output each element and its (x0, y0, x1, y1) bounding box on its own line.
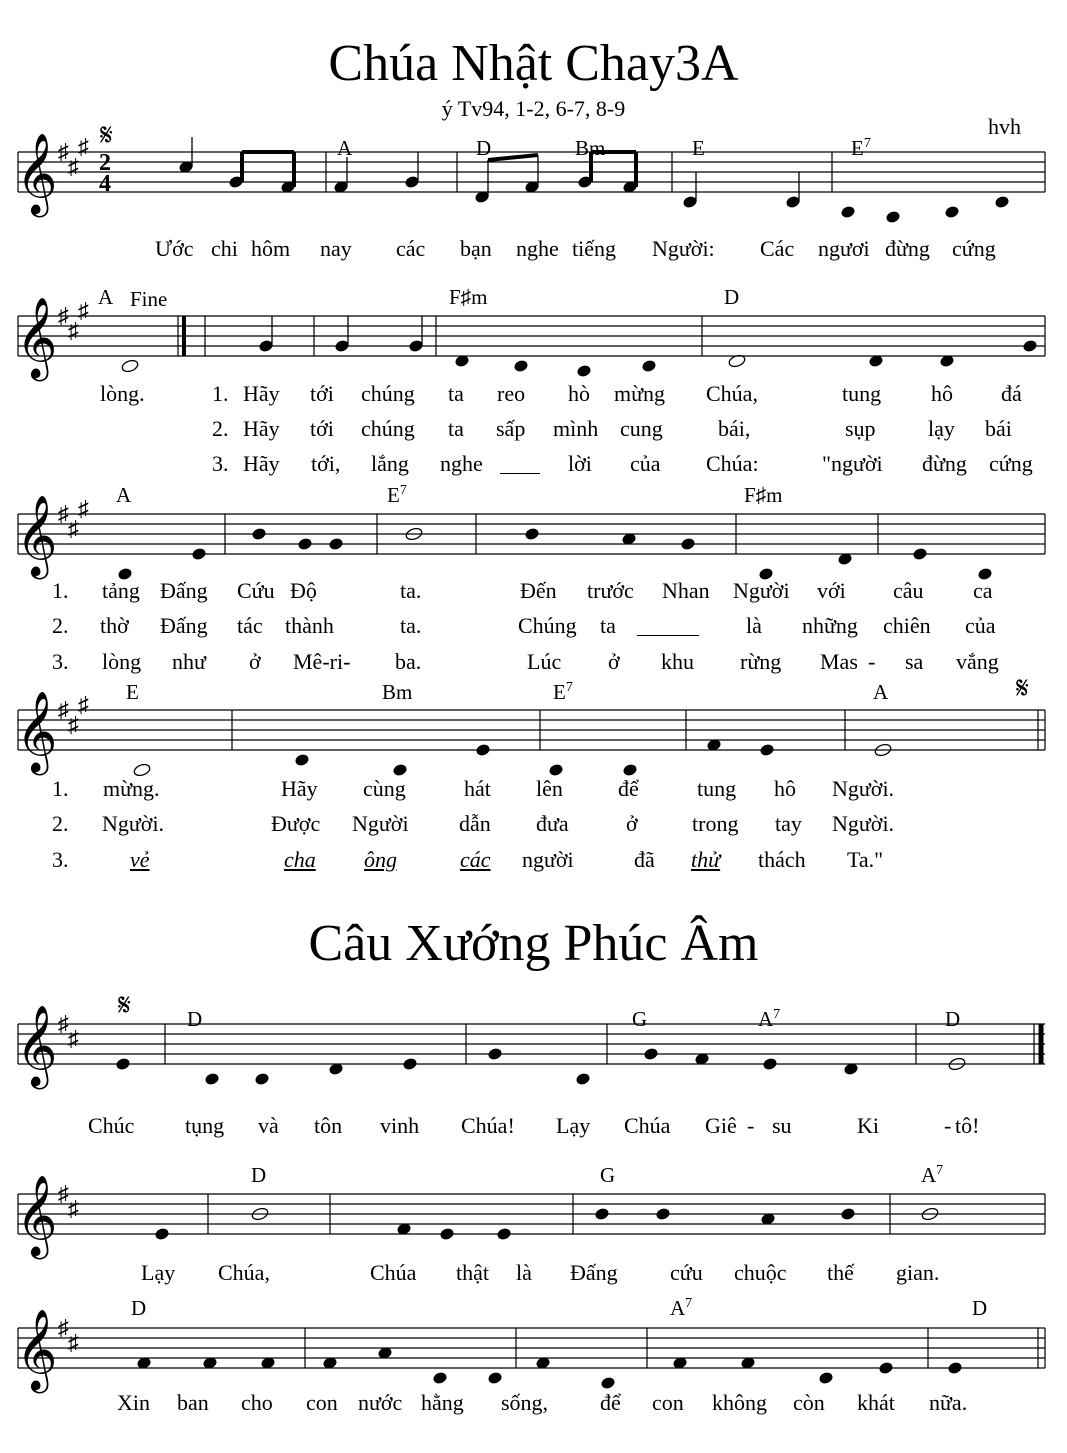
lyric-word: khu (661, 649, 694, 674)
lyric-word: ba. (395, 649, 422, 674)
lyric-word: hò (568, 381, 590, 406)
lyric-word: Hãy (281, 776, 318, 801)
lyric-word: Hãy (243, 416, 280, 441)
lyric-word: là (516, 1260, 532, 1285)
fine-label: Fine (130, 287, 168, 311)
lyric-word: đưa (536, 811, 569, 836)
lyric-word: ta (448, 416, 464, 441)
svg-text:♯: ♯ (68, 1330, 79, 1355)
chord-label: D (131, 1296, 147, 1320)
lyric-word: nghe (440, 451, 483, 476)
chord-label: $A^7$ (670, 1296, 693, 1320)
lyric-word: sụp (845, 416, 876, 441)
svg-text:♯: ♯ (68, 154, 79, 179)
lyric-word: Chúa: (706, 451, 759, 476)
lyric-word: ta (448, 381, 464, 406)
lyric-line (0, 1113, 1067, 1143)
lyric-word: Ước (155, 236, 194, 261)
treble-clef-icon: 𝄞 (16, 694, 58, 771)
lyric-word: reo (497, 381, 526, 406)
lyric-word: lời (568, 451, 592, 476)
lyric-word: thách (758, 847, 806, 872)
verse-number: 1. (212, 381, 229, 406)
lyric-word: chiên (883, 613, 931, 638)
segno-icon: 𝄋 (118, 989, 131, 1022)
chord-label: D (476, 136, 492, 160)
lyric-word: Chúc (88, 1113, 135, 1138)
lyric-word: ngươi (818, 236, 870, 261)
lyric-word: Đến (520, 578, 557, 603)
lyric-word: ở (608, 649, 620, 674)
lyric-word: - (747, 1113, 755, 1138)
chord-label: A (116, 483, 132, 507)
song1-subtitle: ý Tv94, 1-2, 6-7, 8-9 (441, 96, 626, 121)
lyric-word: cùng (363, 776, 406, 801)
lyric-word: ở (626, 811, 638, 836)
lyric-word: tảng (102, 578, 140, 603)
lyric-word: ở (249, 649, 261, 674)
lyric-word: chúng (361, 416, 415, 441)
lyric-word: cho (241, 1390, 273, 1415)
svg-text:♯: ♯ (58, 1181, 69, 1206)
lyric-word: mừng. (103, 776, 160, 801)
lyric-line (0, 613, 1067, 643)
lyric-word: mừng (614, 381, 666, 406)
lyric-word: nữa. (929, 1390, 968, 1415)
lyric-word: dẫn (459, 811, 491, 836)
chord-label: Bm (575, 136, 606, 160)
lyric-word: các (460, 847, 491, 872)
lyric-word: gian. (896, 1260, 940, 1285)
chord-label: $A^7$ (758, 1007, 781, 1031)
lyric-word: Người. (102, 811, 165, 836)
lyric-word: tung (842, 381, 882, 406)
chord-label: $E^7$ (553, 680, 573, 704)
svg-text:♯: ♯ (78, 298, 89, 323)
verse-number: 2. (52, 613, 69, 638)
lyric-word: tô! (955, 1113, 980, 1138)
lyric-word: ta. (400, 578, 422, 603)
lyric-word: để (618, 776, 639, 801)
lyric-extender (637, 635, 699, 636)
chord-label: Bm (382, 680, 413, 704)
lyric-word: Chúa (624, 1113, 671, 1138)
lyric-word: tay (775, 811, 802, 836)
lyric-line (0, 1260, 1067, 1290)
song1-title: Chúa Nhật Chay3A (328, 35, 739, 92)
verse-number: 3. (52, 649, 69, 674)
lyric-word: Ki (857, 1113, 879, 1138)
lyric-word: Người. (832, 811, 895, 836)
lyric-word: chúng (361, 381, 415, 406)
chord-label: E (126, 680, 139, 704)
lyric-word: ta (600, 613, 616, 638)
lyric-word: lạy (928, 416, 955, 441)
verse-number: 3. (52, 847, 69, 872)
lyric-line (0, 416, 1067, 446)
lyric-word: tới, (311, 451, 341, 476)
lyric-word: sa (905, 649, 924, 674)
svg-text:♯: ♯ (78, 134, 89, 159)
lyric-line (0, 649, 1067, 679)
svg-text:♯: ♯ (68, 318, 79, 343)
lyric-word: khát (857, 1390, 895, 1415)
lyric-word: ông (364, 847, 397, 872)
lyric-word: nước (358, 1390, 403, 1415)
lyric-word: thờ (100, 613, 129, 638)
lyric-word: tới (310, 381, 334, 406)
chord-label: E (692, 136, 705, 160)
lyric-word: đá (1001, 381, 1022, 406)
lyric-word: cứng (989, 451, 1033, 476)
lyric-word: thật (456, 1260, 489, 1285)
treble-clef-icon: 𝄞 (16, 300, 58, 377)
chord-label: D (945, 1007, 961, 1031)
lyric-word: Người (733, 578, 790, 603)
lyric-word: nghe (516, 236, 559, 261)
chord-label: A (98, 285, 114, 309)
lyric-word: Đấng (160, 613, 208, 638)
time-sig-bottom: 4 (99, 171, 111, 197)
lyric-word: Mê-ri- (293, 649, 351, 674)
chord-label: $A^7$ (921, 1163, 944, 1187)
lyric-word: Chúng (518, 613, 577, 638)
lyric-word: Các (760, 236, 795, 261)
chord-label: $E^7$ (851, 136, 871, 160)
lyric-line (0, 1390, 1067, 1420)
lyric-word: tới (310, 416, 334, 441)
chord-label: D (187, 1007, 203, 1031)
lyric-line (0, 236, 1067, 266)
lyric-word: hát (464, 776, 491, 801)
lyric-line (0, 451, 1067, 481)
lyric-word: tôn (314, 1113, 343, 1138)
lyric-word: bái, (718, 416, 751, 441)
lyric-word: Ta." (847, 847, 884, 872)
lyric-word: chi (211, 236, 238, 261)
lyric-word: mình (553, 416, 599, 441)
chord-label: D (972, 1296, 988, 1320)
composer: hvh (988, 114, 1021, 139)
lyric-word: đừng (885, 236, 930, 261)
chord-label: A (337, 136, 353, 160)
lyric-word: Xin (117, 1390, 150, 1415)
lyric-word: Độ (290, 578, 317, 603)
lyric-word: lòng. (100, 381, 145, 406)
verse-number: 2. (212, 416, 229, 441)
lyric-word: câu (893, 578, 924, 603)
lyric-word: - (944, 1113, 952, 1138)
lyric-word: Cứu (237, 578, 275, 603)
chord-label: D (251, 1163, 267, 1187)
lyric-word: Chúa (370, 1260, 417, 1285)
lyric-word: con (652, 1390, 684, 1415)
lyric-word: Nhan (662, 578, 710, 603)
lyric-word: tung (697, 776, 737, 801)
staff-lines (18, 152, 1045, 1368)
lyric-word: "người (822, 451, 883, 476)
lyric-word: vinh (380, 1113, 420, 1138)
lyric-word: lên (536, 776, 563, 801)
song2-title: Câu Xướng Phúc Âm (308, 915, 759, 972)
lyric-line (0, 847, 1067, 877)
treble-clef-icon: 𝄞 (16, 1312, 58, 1389)
svg-text:♯: ♯ (58, 501, 69, 526)
lyric-word: Người (352, 811, 409, 836)
lyric-word: cha (284, 847, 316, 872)
chord-label: G (632, 1007, 648, 1031)
lyric-word: cung (620, 416, 663, 441)
svg-text:♯: ♯ (68, 516, 79, 541)
lyric-word: chuộc (734, 1260, 787, 1285)
lyric-word: hô (931, 381, 953, 406)
lyric-word: sống, (501, 1390, 549, 1415)
lyric-word: Người. (832, 776, 895, 801)
lyric-line (0, 776, 1067, 806)
lyric-word: thế (827, 1260, 854, 1285)
lyric-word: Chúa, (706, 381, 758, 406)
chord-label: A (873, 680, 889, 704)
lyric-word: Mas (820, 649, 858, 674)
lyric-word: vắng (956, 649, 999, 674)
lyric-word: thành (285, 613, 334, 638)
lyric-word: hằng (421, 1390, 464, 1415)
lyric-word: Đấng (570, 1260, 618, 1285)
svg-text:♯: ♯ (68, 1026, 79, 1051)
verse-number: 3. (212, 451, 229, 476)
lyric-word: với (817, 578, 846, 603)
lyric-word: còn (793, 1390, 825, 1415)
svg-text:♯: ♯ (78, 692, 89, 717)
lyric-word: tiếng (572, 236, 616, 261)
lyric-word: đã (634, 847, 655, 872)
lyric-word: Hãy (243, 451, 280, 476)
treble-clef-icon: 𝄞 (16, 1178, 58, 1255)
lyric-word: là (746, 613, 762, 638)
segno-icon: 𝄋 (1016, 672, 1029, 705)
svg-text:♯: ♯ (68, 1196, 79, 1221)
lyric-line (0, 578, 1067, 608)
lyric-word: những (802, 613, 858, 638)
lyric-word: như (172, 649, 206, 674)
svg-text:♯: ♯ (78, 496, 89, 521)
lyric-word: lắng (371, 451, 409, 476)
svg-text:♯: ♯ (58, 1315, 69, 1340)
lyric-word: Chúa! (461, 1113, 515, 1138)
verse-number: 1. (52, 776, 69, 801)
svg-text:♯: ♯ (58, 697, 69, 722)
lyric-word: - (868, 649, 876, 674)
svg-text:♯: ♯ (58, 303, 69, 328)
lyric-word: của (630, 451, 661, 476)
lyric-word: sấp (496, 416, 526, 441)
time-sig-top: 2 (99, 150, 111, 176)
lyric-extender (500, 473, 540, 474)
lyric-word: Chúa, (218, 1260, 270, 1285)
lyric-word: Hãy (243, 381, 280, 406)
lyric-word: cứu (670, 1260, 703, 1285)
lyric-word: su (772, 1113, 792, 1138)
lyric-word: lòng (102, 649, 142, 674)
treble-clef-icon: 𝄞 (16, 498, 58, 575)
lyric-word: ban (177, 1390, 209, 1415)
lyric-word: Đấng (160, 578, 208, 603)
lyric-word: cứng (952, 236, 996, 261)
lyric-word: đừng (922, 451, 967, 476)
lyric-word: Được (271, 811, 321, 836)
lyric-word: Lúc (527, 649, 562, 674)
lyric-word: trong (692, 811, 739, 836)
lyric-word: nay (320, 236, 352, 261)
chord-label: F♯m (449, 285, 488, 309)
lyric-line (0, 381, 1067, 411)
lyric-word: của (965, 613, 996, 638)
segno-icon: 𝄋 (100, 119, 113, 152)
lyric-word: và (258, 1113, 279, 1138)
lyric-word: người (522, 847, 574, 872)
lyric-word: rừng (740, 649, 782, 674)
lyric-word: hô (774, 776, 796, 801)
svg-text:♯: ♯ (58, 1011, 69, 1036)
chord-label: $E^7$ (387, 483, 407, 507)
lyric-word: thử (691, 847, 721, 872)
lyric-word: ta. (400, 613, 422, 638)
lyric-word: bạn (460, 236, 492, 261)
lyric-word: ca (973, 578, 993, 603)
svg-text:♯: ♯ (58, 139, 69, 164)
lyric-word: bái (985, 416, 1012, 441)
svg-text:♯: ♯ (68, 712, 79, 737)
lyric-word: Lạy (556, 1113, 591, 1138)
lyric-word: để (600, 1390, 621, 1415)
lyric-word: tụng (185, 1113, 225, 1138)
chord-label: D (724, 285, 740, 309)
lyric-word: hôm (251, 236, 291, 261)
lyric-line (0, 811, 1067, 841)
lyric-word: con (306, 1390, 338, 1415)
lyric-word: tác (237, 613, 263, 638)
treble-clef-icon: 𝄞 (16, 136, 58, 213)
lyric-word: Lạy (141, 1260, 176, 1285)
lyric-word: Giê (705, 1113, 737, 1138)
verse-number: 2. (52, 811, 69, 836)
verse-number: 1. (52, 578, 69, 603)
lyric-word: các (396, 236, 426, 261)
lyric-word: trước (587, 578, 634, 603)
treble-clef-icon: 𝄞 (16, 1008, 58, 1085)
lyric-word: vẻ (130, 847, 150, 872)
chord-label: F♯m (744, 483, 783, 507)
chord-label: G (600, 1163, 616, 1187)
lyric-word: Người: (652, 236, 715, 261)
lyric-word: không (712, 1390, 767, 1415)
